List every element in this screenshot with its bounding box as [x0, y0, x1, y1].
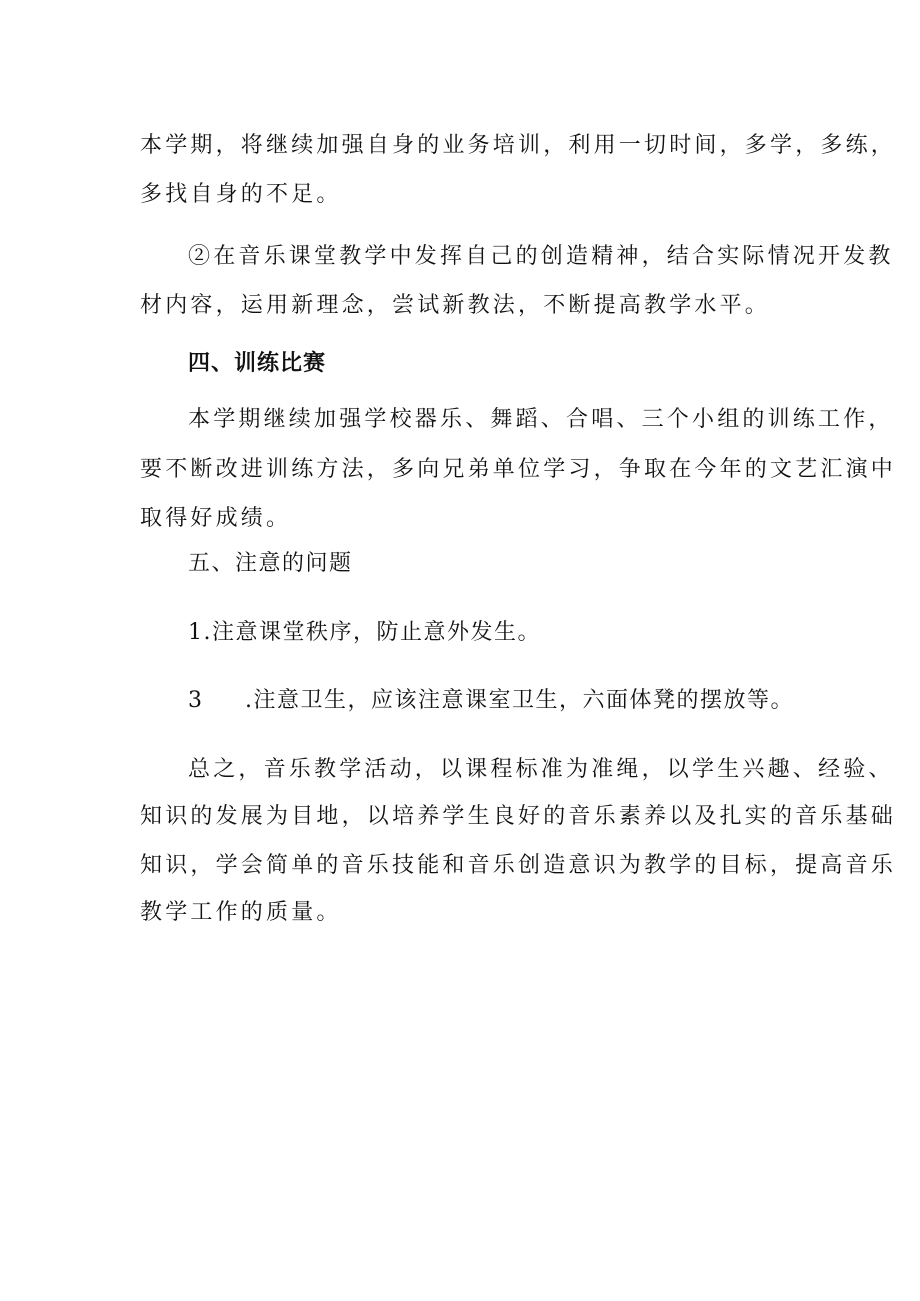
paragraph-1-line-2: 多找自身的不足。: [140, 182, 342, 207]
summary-line-1: 总之，音乐教学活动，以课程标准为准绳，以学生兴趣、经验、: [188, 757, 894, 782]
summary-line-3: 知识，学会简单的音乐技能和音乐创造意识为教学的目标，提高音乐: [140, 853, 897, 878]
section-4-line-2: 要不断改进训练方法，多向兄弟单位学习，争取在今年的文艺汇演中: [140, 457, 897, 482]
paragraph-2-line-2: 材内容，运用新理念，尝试新教法，不断提高教学水平。: [140, 293, 771, 318]
section-4-line-3: 取得好成绩。: [140, 506, 292, 531]
section-5-item-3-text: .注意卫生，应该注意课室卫生，六面体凳的摆放等。: [245, 688, 794, 713]
section-4-heading: 四、训练比赛: [188, 351, 327, 376]
section-5-item-1: 1.注意课堂秩序，防止意外发生。: [188, 620, 541, 645]
section-5-heading: 五、注意的问题: [188, 551, 353, 576]
summary-line-4: 教学工作的质量。: [140, 900, 342, 925]
section-5-item-3-number: 3: [188, 688, 202, 713]
paragraph-2-line-1: ②在音乐课堂教学中发挥自己的创造精神，结合实际情况开发教: [188, 244, 894, 269]
summary-line-2: 知识的发展为目地，以培养学生良好的音乐素养以及扎实的音乐基础: [140, 804, 897, 829]
section-4-line-1: 本学期继续加强学校器乐、舞蹈、合唱、三个小组的训练工作，: [188, 407, 894, 432]
paragraph-1-line-1: 本学期，将继续加强自身的业务培训，利用一切时间，多学，多练，: [140, 133, 897, 158]
